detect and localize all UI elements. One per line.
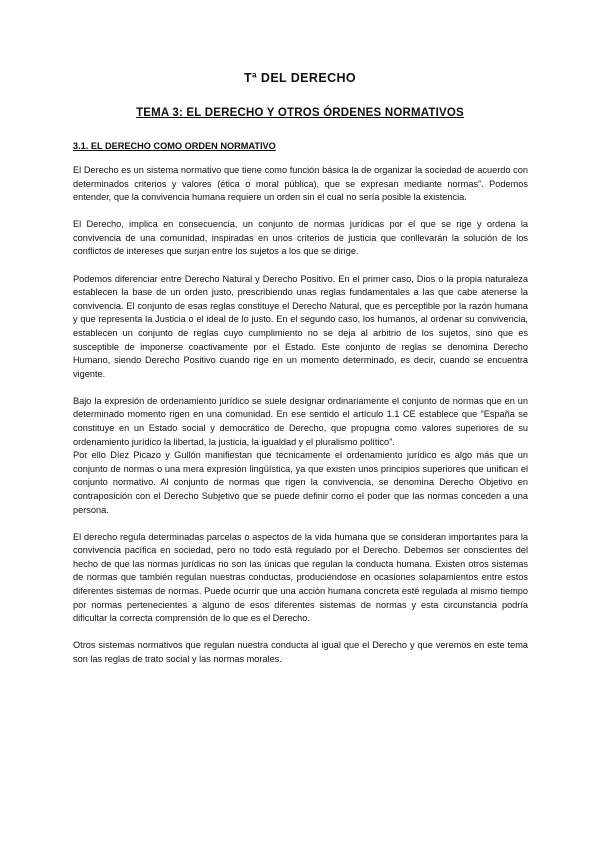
subsection-title: 3.1. EL DERECHO COMO ORDEN NORMATIVO <box>73 141 276 151</box>
document-title: Tª DEL DERECHO <box>243 71 357 85</box>
paragraph-5: Por ello Díez Picazo y Gullón manifiestan que técnicamente el ordenamiento jurídico es algo más que un conjunto de normas o una mera expresión lingüística, ya que existen unos principios superiores que unifican el conjunto normativo. Al conjunto de normas que rigen la convivencia, se denomina Derecho Objetivo en contraposición con el Derecho Subjetivo que se puede definir como el poder que las normas conceden a una persona. <box>73 450 528 515</box>
paragraph-6: El derecho regula determinadas parcelas o aspectos de la vida humana que se consideran importantes para la convivencia pacífica en sociedad, pero no todo está regulado por el Derecho. Debemos ser conscientes del hecho de que las normas jurídicas no son las únicas que regulan la conducta humana. Existen otros sistemas de normas que también regulan nuestras conductas, produciéndose en ocasiones solapamientos entre estos diferentes sistemas de normas. Puede ocurrir que una acción humana concreta esté regulada al mismo tiempo por normas pertenecientes a alguno de esos diferentes sistemas de normas y esta circunstancia podría dificultar la correcta comprensión de lo que es el Derecho. <box>73 531 528 624</box>
paragraph-2: El Derecho, implica en consecuencia, un conjunto de normas jurídicas por el que se rige y ordena la convivencia de una comunidad, inspiradas en unos criterios de justicia que conllevarán la solución de los conflictos de intereses que surjan entre los sujetos a los que se dirige. <box>73 219 528 257</box>
paragraph-3: Podemos diferenciar entre Derecho Natural y Derecho Positivo. En el primer caso, Dios o la propia naturaleza establecen la base de un orden justo, prescribiendo unas reglas fundamentales a las que cabe atenerse la convivencia. El conjunto de esas reglas constituye el Derecho Natural, que es perceptible por la razón humana y que representa la Justicia o el ideal de lo justo. En el segundo caso, los humanos, al ordenar su convivencia, establecen un conjunto de reglas cuyo cumplimiento no se deja al arbitrio de los sujetos, sino que es susceptible de imponerse coactivamente por el Estado. Este conjunto de reglas se denomina Derecho Humano, siendo Derecho Positivo cuando rige en un momento determinado, es decir, cuando se encuentra vigente. <box>73 273 528 379</box>
document-body <box>73 164 528 680</box>
section-title: TEMA 3: EL DERECHO Y OTROS ÓRDENES NORMATIVOS <box>136 107 464 119</box>
paragraph-1: El Derecho es un sistema normativo que tiene como función básica la de organizar la sociedad de acuerdo con determinados criterios y valores (ética o moral pública), que se expresan mediante normas”. Podemos entender, que la convivencia humana requiere un orden sin el cual no sería posible la existencia. <box>73 165 528 203</box>
paragraph-7: Otros sistemas normativos que regulan nuestra conducta al igual que el Derecho y que veremos en este tema son las reglas de trato social y las normas morales. <box>73 640 528 664</box>
paragraph-4: Bajo la expresión de ordenamiento jurídico se suele designar ordinariamente el conjunto de normas que en un determinado momento rigen en una comunidad. En ese sentido el artículo 1.1 CE establece que “España se constituye en un Estado social y democrático de Derecho, que propugna como valores superiores de su ordenamiento jurídico la libertad, la justicia, la igualdad y el pluralismo político”. <box>73 395 528 447</box>
